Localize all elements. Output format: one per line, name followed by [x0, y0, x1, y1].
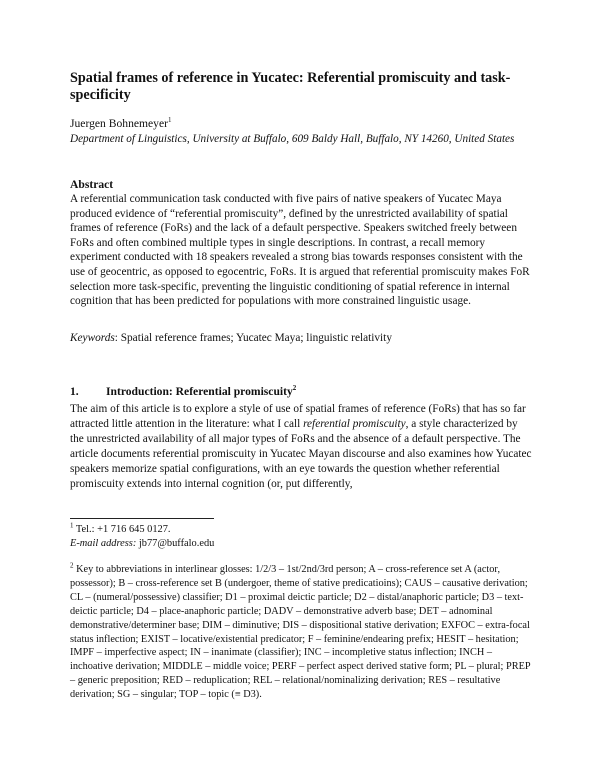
- author-name: Juergen Bohnemeyer: [70, 117, 168, 130]
- intro-emphasis: referential promiscuity: [303, 418, 406, 431]
- footnote-2-text: Key to abbreviations in interlinear glosses: 1/2/3 – 1st/2nd/3rd person; A – cross-reference set A (actor, possessor); B – cross-reference set B (undergoer, theme of stative predicatioins); CAUS – causative derivation; CL – (numeral/possessive) classifier; D1 – proximal deictic particle; D2 – distal/anaphoric particle; D3 – text-deictic particle; D4 – place-anaphoric particle; DADV – demonstrative adverb base; DET – adnominal demonstrative/determiner base; DIM – diminutive; DIS – dispositional stative derivation; EXFOC – extra-focal status inflection; EXIST – locative/existential predicator; F – feminine/endearing prefix; HESIT – hesitation; IMPF – imperfective aspect; IN – inanimate (classifier); INC – incompletive status inflection; INCH – inchoative derivation; MIDDLE – middle voice; PERF – perfect aspect derived stative form; PL – plural; PREP – generic preposition; RED – reduplication; REL – relational/nominalizing derivation; RES – resultative derivation; SG – singular; TOP – topic (≡ D3).: [70, 564, 531, 701]
- footnote-2-mark: 2: [70, 561, 74, 570]
- section-title: Introduction: Referential promiscuity: [106, 385, 293, 398]
- keywords-label: Keywords: [70, 332, 115, 344]
- section-heading: [70, 385, 532, 399]
- footnote-1: [70, 523, 532, 550]
- footnote-1-mark: 1: [70, 521, 74, 530]
- intro-paragraph: [70, 402, 532, 493]
- paper-title: Spatial frames of reference in Yucatec: Referential promiscuity and task-specificity: [70, 70, 511, 103]
- footnote-divider: [70, 518, 214, 519]
- author-line: [70, 117, 532, 131]
- footnote-1-tel: Tel.: +1 716 645 0127.: [75, 524, 171, 535]
- intro-text-a: The aim of this article is to explore a style of use of spatial frames of reference (FoRs) that has so far attracted little attention in the literature: what I call: [70, 403, 526, 431]
- author-footnote-mark: 1: [167, 116, 172, 125]
- keywords-line: [70, 331, 532, 345]
- footnote-2: [70, 563, 532, 702]
- footnote-1-email[interactable]: jb77@buffalo.edu: [136, 537, 215, 549]
- footnote-1-email-label: E-mail address:: [70, 537, 137, 549]
- abstract-heading: Abstract: [70, 178, 114, 191]
- intro-text-b: , a style characterized by the unrestricted availability of all major types of FoRs and the absence of a default perspective. The article documents referential promiscuity in Yucatec Mayan discourse and also examines how Yucatec speakers memorize spatial configurations, with an eye towards the question whether referential promiscuity extends into internal cognition (or, put differently,: [70, 418, 532, 491]
- abstract-text: A referential communication task conducted with five pairs of native speakers of Yucatec Maya produced evidence of “referential promiscuity”, defined by the unrestricted availability of spatial frames of reference (FoRs) and the lack of a default perspective. Speakers switched freely between FoRs and often combined multiple types in single descriptions. In contrast, a recall memory experiment conducted with 18 speakers revealed a strong bias towards responses consistent with the use of geocentric, as opposed to egocentric, FoRs. It is argued that referential promiscuity makes FoR selection more task-specific, preventing the linguistic conditioning of spatial reference in internal cognition that has been predicted for populations with more constrained linguistic usage.: [70, 193, 530, 308]
- footnote-1-tel-line: [70, 523, 532, 537]
- section-footnote-mark: 2: [292, 384, 297, 393]
- footnote-1-email-line: [70, 537, 532, 551]
- section-number: 1.: [70, 385, 79, 398]
- author-affiliation: Department of Linguistics, University at Buffalo, 609 Baldy Hall, Buffalo, NY 14260, United States: [70, 133, 515, 145]
- keywords-text: : Spatial reference frames; Yucatec Maya; linguistic relativity: [114, 332, 392, 344]
